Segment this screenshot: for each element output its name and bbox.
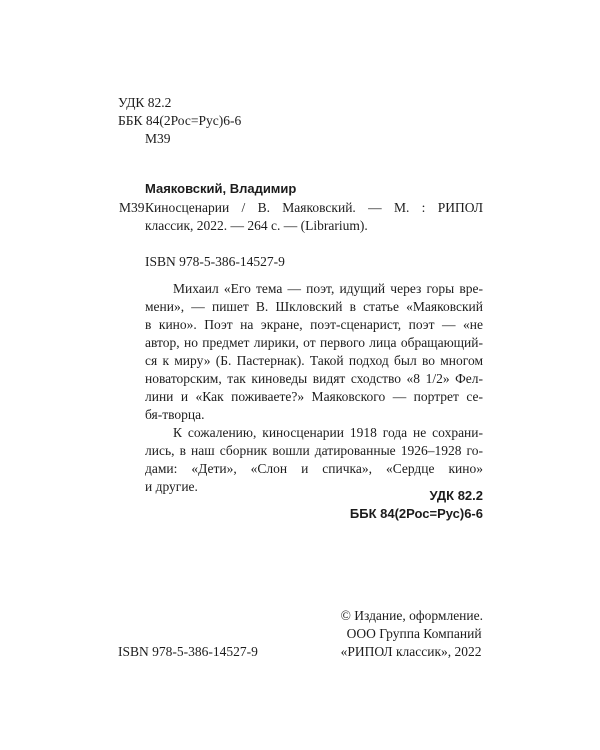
copyright-block [341, 607, 483, 661]
isbn-footer: ISBN 978-5-386-14527-9 [118, 644, 258, 659]
annotation-line: новаторским, так киноведы видят сходство «8 1/2» Фел- [145, 371, 483, 386]
isbn-entry: ISBN 978-5-386-14527-9 [145, 254, 285, 269]
bibliographic-entry [145, 199, 483, 235]
annotation-paragraph-1 [145, 280, 483, 424]
annotation-line: К сожалению, киносценарии 1918 года не сохрани- [173, 425, 483, 440]
annotation-line: мени», — пишет В. Шкловский в статье «Маяковский [145, 299, 483, 314]
annotation-line: и другие. [145, 479, 198, 494]
entry-line: Киносценарии / В. Маяковский. — М. : РИПОЛ [145, 200, 483, 215]
annotation-line: лись, в наш сборник вошли датированные 1926–1928 го- [145, 443, 483, 458]
bbk-code: ББК 84(2Рос=Рус)6-6 [118, 113, 242, 128]
annotation-line: лини и «Как поживаете?» Маяковского — портрет се- [145, 389, 483, 404]
annotation-line: дами: «Дети», «Слон и спичка», «Сердце кино» [145, 461, 483, 476]
annotation-line: бя-творца. [145, 407, 205, 422]
author-mark: М39 [145, 131, 171, 146]
copyright-line: «РИПОЛ классик», 2022 [340, 644, 482, 659]
annotation-line: в кино». Поэт на экране, поэт-сценарист, поэт — «не [145, 317, 483, 332]
author-heading: Маяковский, Владимир [145, 181, 297, 196]
udk-code-bold: УДК 82.2 [429, 488, 483, 503]
author-mark-entry: М39 [119, 200, 145, 215]
annotation-line: автор, но предмет лирики, от первого лица обращающий- [145, 335, 483, 350]
annotation-line: Михаил «Его тема — поэт, идущий через горы вре- [173, 281, 483, 296]
copyright-line: ООО Группа Компаний [346, 626, 482, 641]
annotation-paragraph-2 [145, 424, 483, 496]
bbk-code-bold: ББК 84(2Рос=Рус)6-6 [349, 506, 483, 521]
entry-line: классик, 2022. — 264 с. — (Librarium). [145, 218, 368, 233]
annotation [145, 280, 483, 496]
copyright-line: © Издание, оформление. [340, 608, 483, 623]
annotation-line: ся к миру» (Б. Пастернак). Такой подход был во многом [145, 353, 483, 368]
udk-code: УДК 82.2 [118, 95, 172, 110]
